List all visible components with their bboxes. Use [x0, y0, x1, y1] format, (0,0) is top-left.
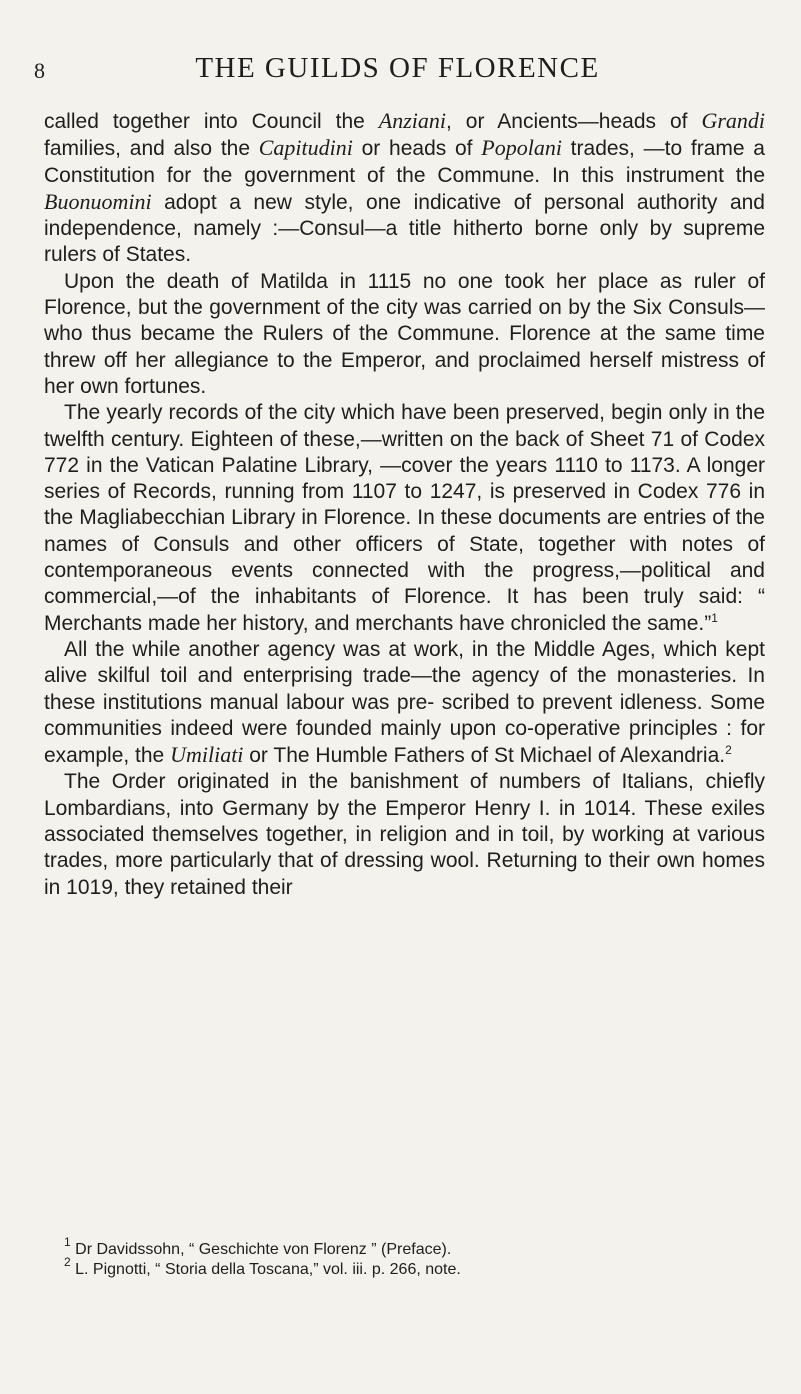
footnote-number: 2 [64, 1255, 71, 1269]
italic-term: Umiliati [170, 742, 244, 768]
page-number: 8 [34, 58, 45, 83]
footnote-number: 1 [64, 1235, 71, 1249]
paragraph [44, 769, 765, 900]
footnote-ref: 2 [725, 743, 732, 758]
italic-term: Popolani [481, 135, 562, 161]
paragraph [44, 637, 765, 769]
footnote-text: L. Pignotti, “ Storia della Toscana,” vol. iii. p. 266, note. [70, 1261, 461, 1278]
text-segment: All the while another agency was at work, in the Middle Ages, which kept alive skilful toil and enterprising trade—the agency of the monasteries. In these institutions manual labour was pre- scribed to prevent idleness. Some communities indeed were founded mainly upon co-operative principles : for example, the [44, 637, 765, 768]
footnotes [44, 1235, 765, 1280]
italic-term: Grandi [701, 108, 766, 133]
body-text [44, 108, 765, 901]
footnote [44, 1235, 765, 1260]
text-segment: The yearly records of the city which have been preserved, begin only in the twelfth century. Eighteen of these,—written on the back of Sheet 71 of Codex 772 in the Vatican Palatine Library, —cover the years 1110 to 1173. A longer series of Records, running from 1107 to 1247, is preserved in Codex 776 in the Magliabecchian Library in Florence. In these documents are entries of the names of Consuls and other officers of State, together with notes of contemporaneous events connected with the progress,—political and commercial,—of the inhabitants of Florence. It has been truly said: “ Merchants made her history, and merchants have chronicled the same.” [44, 401, 765, 635]
footnote [44, 1255, 765, 1280]
italic-term: Anziani [378, 108, 447, 133]
text-segment: trades, —to frame a Constitution for the government of the Commune. In this instrument the [44, 137, 765, 187]
text-segment: or The Humble Fathers of St Michael of Alexandria. [243, 744, 726, 768]
running-title: THE GUILDS OF FLORENCE [195, 52, 600, 84]
italic-term: Buonuomini [44, 188, 152, 214]
paragraph [44, 108, 765, 269]
text-segment: called together into Council the [44, 110, 379, 133]
text-segment: or heads of [352, 137, 482, 161]
text-segment: families, and also the [44, 137, 259, 161]
paragraph [44, 400, 765, 637]
italic-term: Capitudini [258, 135, 353, 161]
footnote-ref: 1 [711, 610, 718, 625]
text-segment: adopt a new style, one indicative of personal authority and independence, namely :—Consul—a title hitherto borne only by supreme rulers of States. [44, 190, 765, 267]
footnote-text: Dr Davidssohn, “ Geschichte von Florenz ” (Preface). [70, 1241, 452, 1258]
text-segment: The Order originated in the banishment of numbers of Italians, chiefly Lombardians, into Germany by the Emperor Henry I. in 1014. These exiles associated themselves together, in religion and in toil, by working at various trades, more particularly that of dressing wool. Returning to their own homes in 1019, they retained their [44, 770, 765, 899]
text-segment: Upon the death of Matilda in 1115 no one took her place as ruler of Florence, but the government of the city was carried on by the Six Consuls—who thus became the Rulers of the Commune. Florence at the same time threw off her allegiance to the Emperor, and proclaimed herself mistress of her own fortunes. [44, 269, 765, 398]
text-segment: , or Ancients—heads of [446, 110, 702, 133]
page-header [34, 52, 761, 92]
paragraph [44, 269, 765, 400]
